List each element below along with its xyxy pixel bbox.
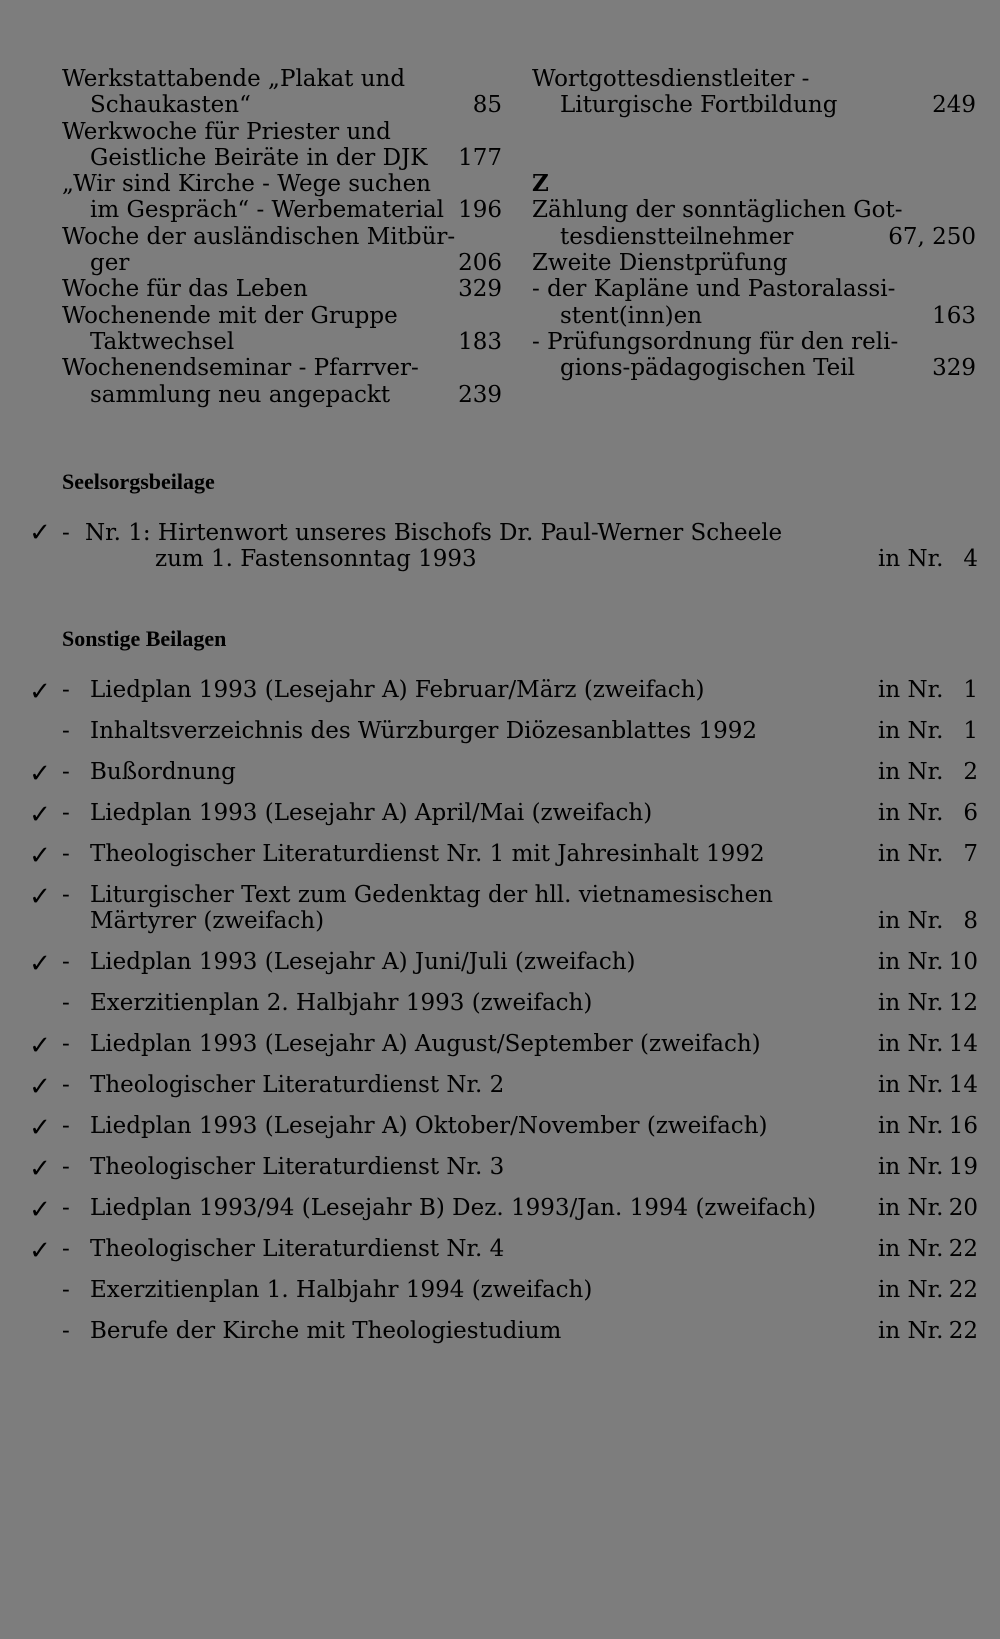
entry-line: - Prüfungsordnung für den reli- bbox=[532, 328, 899, 355]
issue-ref: in Nr. bbox=[878, 759, 944, 785]
checkmark-icon: ✓ bbox=[29, 1113, 51, 1143]
entry-line: Wochenendseminar - Pfarrver- bbox=[62, 355, 419, 382]
issue-ref: in Nr. bbox=[878, 908, 944, 934]
index-entry bbox=[62, 224, 502, 277]
item-dash: - bbox=[62, 1277, 70, 1303]
entry-line: Werkwoche für Priester und bbox=[62, 118, 391, 145]
entry-line: Liturgische Fortbildung bbox=[560, 92, 838, 119]
checkmark-icon: ✓ bbox=[29, 1236, 51, 1266]
entry-line: Geistliche Beiräte in der DJK bbox=[90, 144, 428, 171]
issue-ref: in Nr. bbox=[878, 677, 944, 703]
page-number: 329 bbox=[932, 355, 976, 382]
index-entry bbox=[62, 171, 502, 224]
entry-line: gions-pädagogischen Teil bbox=[560, 355, 855, 382]
index-column-right bbox=[532, 66, 976, 382]
entry-line: Zählung der sonntäglichen Got- bbox=[532, 197, 903, 224]
item-text: Liedplan 1993 (Lesejahr A) Februar/März (zweifach) bbox=[90, 677, 705, 703]
issue-ref: in Nr. bbox=[878, 949, 944, 975]
checkmark-icon: ✓ bbox=[29, 1154, 51, 1184]
page-number: 85 bbox=[472, 92, 502, 119]
index-column-left bbox=[62, 66, 502, 408]
entry-line: Wochenende mit der Gruppe bbox=[62, 302, 398, 329]
item-text: Liturgischer Text zum Gedenktag der hll. vietnamesischen bbox=[90, 882, 773, 908]
index-letter: Z bbox=[532, 170, 549, 198]
item-dash: - bbox=[62, 990, 70, 1016]
entry-line: Schaukasten“ bbox=[90, 92, 251, 119]
entry-line: sammlung neu angepackt bbox=[90, 381, 391, 408]
list-item bbox=[0, 718, 1000, 746]
item-text: Berufe der Kirche mit Theologiestudium bbox=[90, 1318, 562, 1344]
index-subentry bbox=[532, 276, 976, 329]
item-dash: - bbox=[62, 1031, 70, 1057]
item-dash: - bbox=[62, 1318, 70, 1344]
item-text: Nr. 1: Hirtenwort unseres Bischofs Dr. Paul-Werner Scheele bbox=[85, 520, 783, 546]
issue-number: 4 bbox=[963, 546, 978, 572]
entry-line: im Gespräch“ - Werbematerial bbox=[90, 197, 445, 224]
issue-number: 19 bbox=[948, 1154, 978, 1180]
issue-ref: in Nr. bbox=[878, 1277, 944, 1303]
issue-number: 14 bbox=[948, 1031, 978, 1057]
entry-line: tesdienstteilnehmer bbox=[560, 223, 794, 250]
list-item bbox=[0, 518, 1000, 572]
issue-ref: in Nr. bbox=[878, 990, 944, 1016]
checkmark-icon: ✓ bbox=[29, 882, 51, 912]
issue-ref: in Nr. bbox=[878, 718, 944, 744]
item-dash: - bbox=[62, 718, 70, 744]
page-number: 183 bbox=[458, 328, 502, 355]
page-number: 196 bbox=[458, 197, 502, 224]
list-item bbox=[0, 1072, 1000, 1100]
entry-line: Woche der ausländischen Mitbür- bbox=[62, 223, 456, 250]
entry-line: Werkstattabende „Plakat und bbox=[62, 66, 406, 92]
issue-ref: in Nr. bbox=[878, 841, 944, 867]
issue-ref: in Nr. bbox=[878, 1318, 944, 1344]
item-dash: - bbox=[62, 949, 70, 975]
issue-ref: in Nr. bbox=[878, 1195, 944, 1221]
list-item bbox=[0, 1154, 1000, 1182]
item-dash: - bbox=[62, 1236, 70, 1262]
item-text: Theologischer Literaturdienst Nr. 3 bbox=[90, 1154, 505, 1180]
item-dash: - bbox=[62, 677, 70, 703]
issue-number: 22 bbox=[948, 1236, 978, 1262]
entry-line: Woche für das Leben bbox=[62, 276, 308, 303]
list-item bbox=[0, 990, 1000, 1018]
index-entry bbox=[62, 66, 502, 119]
checkmark-icon: ✓ bbox=[29, 518, 51, 548]
index-entry bbox=[62, 355, 502, 408]
index-entry bbox=[62, 276, 502, 302]
item-text: Theologischer Literaturdienst Nr. 1 mit Jahresinhalt 1992 bbox=[90, 841, 765, 867]
item-text: Theologischer Literaturdienst Nr. 4 bbox=[90, 1236, 505, 1262]
entry-line: Taktwechsel bbox=[90, 328, 235, 355]
item-text: Liedplan 1993 (Lesejahr A) August/September (zweifach) bbox=[90, 1031, 761, 1057]
checkmark-icon: ✓ bbox=[29, 841, 51, 871]
list-item bbox=[0, 841, 1000, 869]
item-dash: - bbox=[62, 1154, 70, 1180]
issue-number: 6 bbox=[963, 800, 978, 826]
checkmark-icon: ✓ bbox=[29, 1195, 51, 1225]
page-number: 249 bbox=[932, 92, 976, 119]
page-number: 67, 250 bbox=[888, 223, 976, 250]
list-item bbox=[0, 882, 1000, 936]
page-number: 329 bbox=[458, 276, 502, 303]
list-item bbox=[0, 1236, 1000, 1264]
issue-number: 12 bbox=[948, 990, 978, 1016]
item-text: Liedplan 1993/94 (Lesejahr B) Dez. 1993/Jan. 1994 (zweifach) bbox=[90, 1195, 817, 1221]
issue-number: 2 bbox=[963, 759, 978, 785]
item-text: Liedplan 1993 (Lesejahr A) April/Mai (zweifach) bbox=[90, 800, 653, 826]
issue-ref: in Nr. bbox=[878, 546, 944, 572]
index-subentry bbox=[532, 329, 976, 382]
list-item bbox=[0, 1113, 1000, 1141]
list-item bbox=[0, 800, 1000, 828]
issue-ref: in Nr. bbox=[878, 1154, 944, 1180]
index-entry bbox=[62, 303, 502, 356]
entry-line: Wortgottesdienstleiter - bbox=[532, 66, 810, 92]
index-entry bbox=[532, 66, 976, 119]
list-item bbox=[0, 1318, 1000, 1346]
issue-number: 1 bbox=[963, 677, 978, 703]
index-entry bbox=[62, 119, 502, 172]
issue-ref: in Nr. bbox=[878, 1072, 944, 1098]
checkmark-icon: ✓ bbox=[29, 1031, 51, 1061]
checkmark-icon: ✓ bbox=[29, 949, 51, 979]
issue-ref: in Nr. bbox=[878, 1236, 944, 1262]
item-dash: - bbox=[62, 841, 70, 867]
issue-ref: in Nr. bbox=[878, 800, 944, 826]
item-text: Exerzitienplan 2. Halbjahr 1993 (zweifach) bbox=[90, 990, 593, 1016]
item-dash: - bbox=[62, 800, 70, 826]
item-text: Inhaltsverzeichnis des Würzburger Diözesanblattes 1992 bbox=[90, 718, 757, 744]
page-number: 206 bbox=[458, 250, 502, 277]
checkmark-icon: ✓ bbox=[29, 677, 51, 707]
issue-number: 10 bbox=[948, 949, 978, 975]
item-text: Liedplan 1993 (Lesejahr A) Oktober/November (zweifach) bbox=[90, 1113, 768, 1139]
issue-number: 8 bbox=[963, 908, 978, 934]
list-item bbox=[0, 677, 1000, 705]
index-entry bbox=[532, 197, 976, 250]
list-item bbox=[0, 1195, 1000, 1223]
issue-number: 1 bbox=[963, 718, 978, 744]
list-item bbox=[0, 759, 1000, 787]
list-item bbox=[0, 949, 1000, 977]
entry-line: Zweite Dienstprüfung bbox=[532, 250, 788, 277]
item-dash: - bbox=[62, 1072, 70, 1098]
list-item bbox=[0, 1031, 1000, 1059]
item-dash: - bbox=[62, 882, 70, 908]
item-text: Exerzitienplan 1. Halbjahr 1994 (zweifach) bbox=[90, 1277, 593, 1303]
item-text: Bußordnung bbox=[90, 759, 236, 785]
issue-ref: in Nr. bbox=[878, 1113, 944, 1139]
entry-line: ger bbox=[90, 250, 130, 277]
item-text: Liedplan 1993 (Lesejahr A) Juni/Juli (zweifach) bbox=[90, 949, 636, 975]
list-item bbox=[0, 1277, 1000, 1305]
checkmark-icon: ✓ bbox=[29, 800, 51, 830]
section-heading-seelsorge: Seelsorgsbeilage bbox=[62, 469, 215, 494]
checkmark-icon: ✓ bbox=[29, 759, 51, 789]
issue-number: 22 bbox=[948, 1277, 978, 1303]
issue-number: 14 bbox=[948, 1072, 978, 1098]
page-number: 163 bbox=[932, 302, 976, 329]
page-number: 177 bbox=[458, 144, 502, 171]
section-heading-sonstige: Sonstige Beilagen bbox=[62, 626, 227, 651]
page-number: 239 bbox=[458, 381, 502, 408]
checkmark-icon: ✓ bbox=[29, 1072, 51, 1102]
issue-number: 20 bbox=[948, 1195, 978, 1221]
item-text-continued: Märtyrer (zweifach) bbox=[90, 908, 325, 934]
entry-line: - der Kapläne und Pastoralassi- bbox=[532, 276, 896, 303]
item-text-continued: zum 1. Fastensonntag 1993 bbox=[155, 546, 477, 572]
issue-number: 22 bbox=[948, 1318, 978, 1344]
issue-number: 16 bbox=[948, 1113, 978, 1139]
entry-line: „Wir sind Kirche - Wege suchen bbox=[62, 171, 431, 198]
entry-line: stent(inn)en bbox=[560, 302, 703, 329]
item-dash: - bbox=[62, 1113, 70, 1139]
item-dash: - bbox=[62, 1195, 70, 1221]
issue-ref: in Nr. bbox=[878, 1031, 944, 1057]
issue-number: 7 bbox=[963, 841, 978, 867]
item-dash: - bbox=[62, 759, 70, 785]
item-dash: - bbox=[62, 520, 70, 546]
item-text: Theologischer Literaturdienst Nr. 2 bbox=[90, 1072, 505, 1098]
